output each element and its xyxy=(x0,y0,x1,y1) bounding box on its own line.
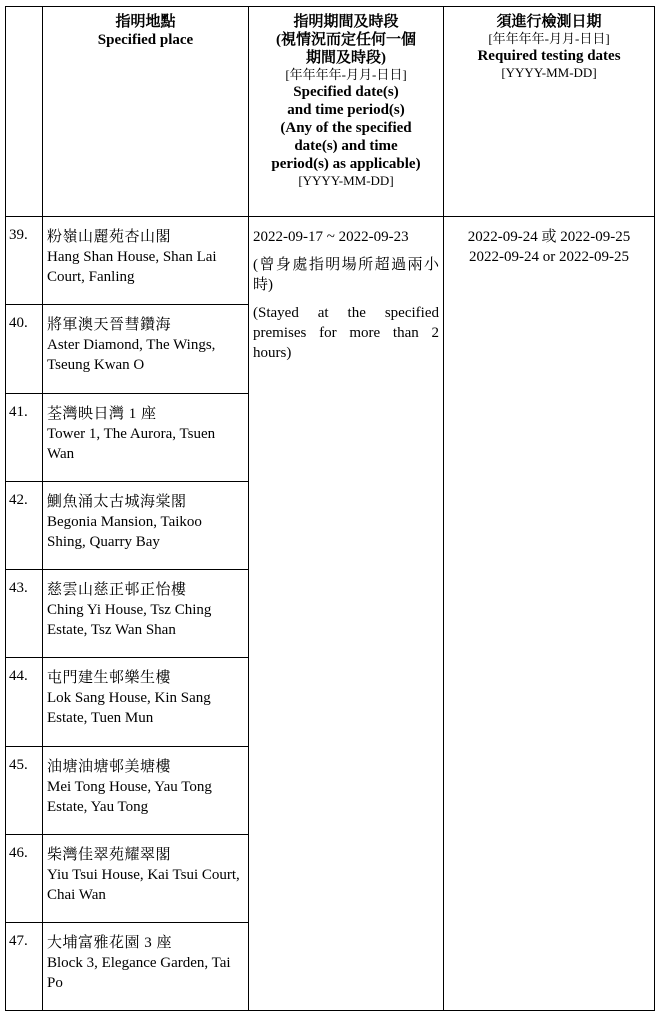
place-name-zh: 屯門建生邨樂生樓 xyxy=(47,670,172,686)
row-number: 40. xyxy=(6,305,43,394)
place-name-zh: 粉嶺山麗苑杏山閣 xyxy=(47,229,172,245)
header-testing-zh: 須進行檢測日期 xyxy=(496,14,602,30)
header-period-en-5: period(s) as applicable) xyxy=(271,156,421,172)
period-note-en: (Stayed at the specified premises for more than 2 hours) xyxy=(253,305,439,361)
header-place-cell xyxy=(43,7,249,217)
specified-places-table xyxy=(5,6,655,1011)
place-name-en: Yiu Tsui House, Kai Tsui Court, Chai Wan xyxy=(47,867,240,903)
row-number: 45. xyxy=(6,747,43,835)
period-note-zh: (曾身處指明場所超過兩小時) xyxy=(253,257,439,293)
place-name-en: Aster Diamond, The Wings, Tseung Kwan O xyxy=(47,337,216,373)
row-place xyxy=(43,305,249,394)
place-name-en: Tower 1, The Aurora, Tsuen Wan xyxy=(47,426,216,462)
place-name-zh: 將軍澳天晉彗鑽海 xyxy=(47,317,172,333)
place-name-en: Ching Yi House, Tsz Ching Estate, Tsz Wan Shan xyxy=(47,602,212,638)
place-name-zh: 鰂魚涌太古城海棠閣 xyxy=(47,494,187,510)
row-place xyxy=(43,217,249,305)
testing-dates-en: 2022-09-24 or 2022-09-25 xyxy=(469,249,629,265)
period-range: 2022-09-17 ~ 2022-09-23 xyxy=(253,229,409,245)
header-period-en-3: (Any of the specified xyxy=(280,120,412,136)
testing-dates-cell xyxy=(444,217,655,1011)
row-number: 46. xyxy=(6,835,43,923)
place-name-zh: 慈雲山慈正邨正怡樓 xyxy=(47,582,187,598)
header-number-cell xyxy=(6,7,43,217)
row-number: 42. xyxy=(6,482,43,570)
header-place-en: Specified place xyxy=(97,32,194,48)
header-testing-en: Required testing dates xyxy=(477,48,621,64)
place-name-zh: 大埔富雅花園 3 座 xyxy=(47,935,173,951)
header-period-en-1: Specified date(s) xyxy=(293,84,399,100)
header-period-zh-1: 指明期間及時段 xyxy=(293,14,399,30)
place-name-zh: 油塘油塘邨美塘樓 xyxy=(47,759,172,775)
specified-period-cell xyxy=(249,217,444,1011)
header-period-en-2: and time period(s) xyxy=(287,102,405,118)
row-place xyxy=(43,570,249,658)
place-name-zh: 柴灣佳翠苑耀翠閣 xyxy=(47,847,172,863)
row-number: 47. xyxy=(6,923,43,1011)
row-place xyxy=(43,482,249,570)
place-name-en: Begonia Mansion, Taikoo Shing, Quarry Bay xyxy=(47,514,202,550)
header-period-zh-3: 期間及時段) xyxy=(306,50,386,66)
header-period-zh-2: (視情況而定任何一個 xyxy=(276,32,416,48)
testing-dates-zh: 2022-09-24 或 2022-09-25 xyxy=(467,229,631,245)
row-place xyxy=(43,923,249,1011)
row-place xyxy=(43,747,249,835)
place-name-en: Mei Tong House, Yau Tong Estate, Yau Tong xyxy=(47,779,212,815)
header-period-format-zh: [年年年年-月月-日日] xyxy=(285,67,407,82)
row-number: 43. xyxy=(6,570,43,658)
header-period-en-4: date(s) and time xyxy=(294,138,398,154)
row-place xyxy=(43,835,249,923)
table-row xyxy=(6,217,655,305)
place-name-en: Hang Shan House, Shan Lai Court, Fanling xyxy=(47,249,217,285)
row-place xyxy=(43,658,249,747)
place-name-en: Lok Sang House, Kin Sang Estate, Tuen Mun xyxy=(47,690,211,726)
header-place-zh: 指明地點 xyxy=(115,14,176,30)
row-number: 41. xyxy=(6,394,43,482)
header-period-cell xyxy=(249,7,444,217)
row-number: 44. xyxy=(6,658,43,747)
header-row xyxy=(6,7,655,217)
row-place xyxy=(43,394,249,482)
header-period-format-en: [YYYY-MM-DD] xyxy=(298,173,394,188)
place-name-zh: 荃灣映日灣 1 座 xyxy=(47,406,157,422)
header-testing-format-en: [YYYY-MM-DD] xyxy=(501,65,597,80)
place-name-en: Block 3, Elegance Garden, Tai Po xyxy=(47,955,231,991)
header-testing-format-zh: [年年年年-月月-日日] xyxy=(488,31,610,46)
header-testing-cell xyxy=(444,7,655,217)
row-number: 39. xyxy=(6,217,43,305)
